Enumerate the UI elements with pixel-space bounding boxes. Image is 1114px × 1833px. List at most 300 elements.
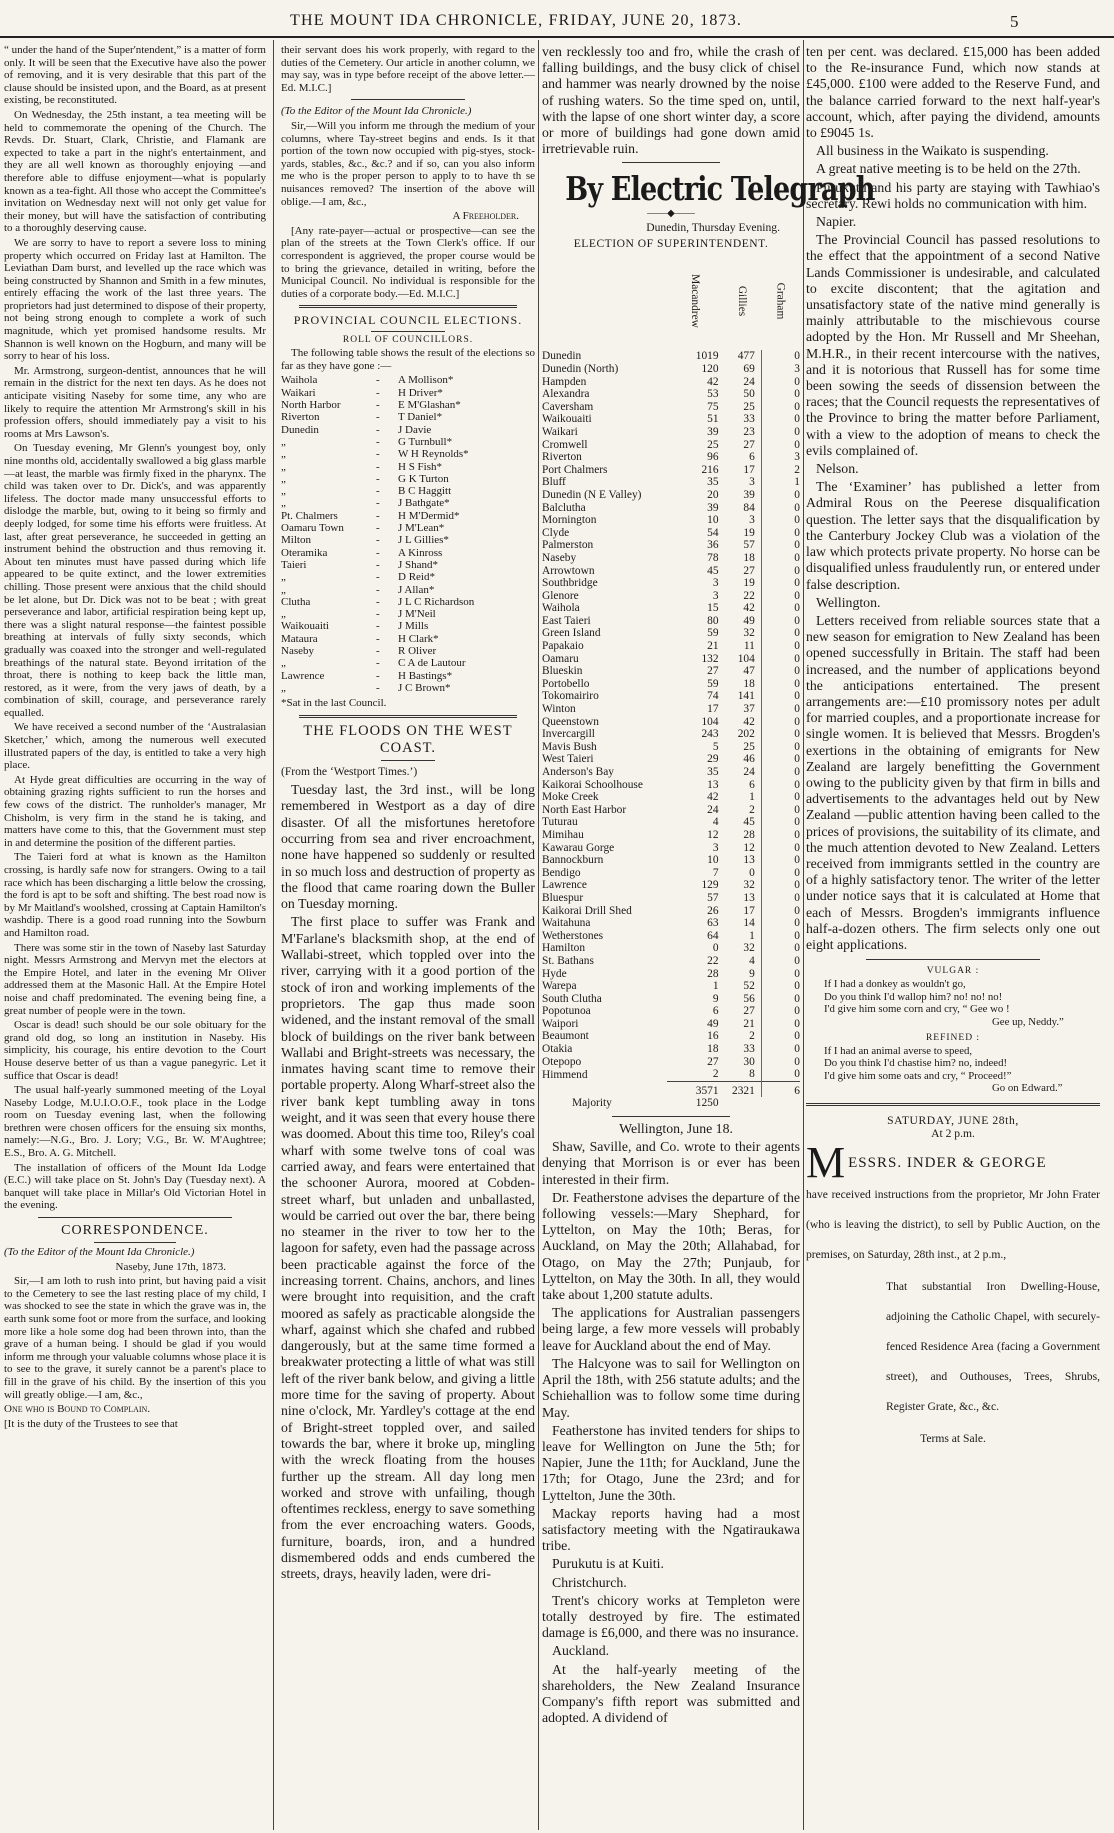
polling-place: Beaumont	[542, 1030, 589, 1043]
dateline: Auckland.	[552, 1643, 610, 1659]
councillor-row	[281, 436, 535, 448]
votes-gillies: 37	[743, 703, 755, 716]
result-row	[542, 678, 800, 691]
telegraph-paragraph: The ‘Examiner’ has published a letter from Admiral Rous on the Peerese disqualification question. The letter says that the disqualification by the Canterbury Jockey Club was a violation of the law which protects private property. No horse can be disqualified unless fraudulently run, or entered under false description.	[806, 479, 1100, 592]
district-cell: Naseby	[281, 645, 314, 657]
votes-macandrew: 25	[707, 438, 719, 451]
votes-graham: 0	[761, 1068, 800, 1081]
councillor-name: J M'Lean*	[398, 522, 445, 535]
councillor-row	[281, 522, 535, 534]
councillor-row	[281, 620, 535, 632]
polling-place: Papakaio	[542, 640, 584, 653]
councillor-name: H Bastings*	[398, 669, 453, 682]
polling-place: Moke Creek	[542, 791, 599, 804]
votes-macandrew: 4	[712, 816, 719, 829]
polling-place: Otepopo	[542, 1055, 582, 1068]
result-row	[542, 842, 800, 855]
votes-graham: 0	[761, 879, 800, 892]
result-row	[542, 376, 800, 389]
election-results-table	[542, 252, 800, 1110]
votes-macandrew: 59	[707, 627, 719, 640]
votes-gillies: 25	[743, 400, 755, 413]
votes-macandrew: 18	[707, 1043, 719, 1056]
result-row	[542, 703, 800, 716]
votes-gillies: 47	[743, 665, 755, 678]
telegraph-paragraph: Letters received from reliable sources state that a new season for emigration to New Zealand has been opened successfully in Britain. The staff had been increased, and the number of applications beyond the anticipations entertained. The present arrangements are:—£10 promissory notes per adult for married couples, and a proportionate increase for single women. It is believed that Messrs. Brogden's exertions in the obtaining of emigrants for New Zealand are largely benefitting the Government owing to the publicity given by that firm in bills and advertisements to the advantages held out by New Zealand —public attention having been called to the prices of provisions, the suitability of its climate, and the much attention devoted to New Zealand. Letters received from immigrants settled in the country are of a highly satisfactory tenor. The writer of the letter under notice says that it is calculated at Home that each of Messrs. Brogden's immigrants influence half-a-dozen others. The firm selects only one out eight applications.	[806, 612, 1100, 952]
votes-gillies: 0	[749, 866, 755, 879]
result-row	[542, 413, 800, 426]
dash-cell: -	[376, 448, 380, 461]
verse-block	[824, 978, 1100, 1028]
result-row	[542, 640, 800, 653]
councillor-name: H M'Dermid*	[398, 509, 460, 522]
result-row	[542, 829, 800, 842]
column-4	[806, 44, 1100, 1824]
district-cell: Waikari	[281, 386, 316, 399]
article-paragraph: The installation of officers of the Mount Ida Lodge (E.C.) will take place on St. John's Day (Tuesday next). A banquet will take place in Millar's Old Victorian Hotel in the evening.	[4, 1161, 266, 1212]
district-cell: „	[281, 681, 286, 694]
councillor-row	[281, 497, 535, 509]
drop-cap: M	[806, 1137, 847, 1187]
result-row	[542, 514, 800, 527]
councillor-row	[281, 411, 535, 423]
polling-place: Anderson's Bay	[542, 766, 614, 779]
polling-place: Dunedin	[542, 350, 582, 363]
column-1	[4, 44, 266, 1824]
polling-place: Kaikorai Schoolhouse	[542, 778, 643, 791]
telegraph-paragraph: Purukutu is at Kuiti.	[552, 1556, 664, 1572]
result-row	[542, 388, 800, 401]
telegraph-paragraph: All business in the Waikato is suspending.	[816, 143, 1049, 159]
votes-graham: 0	[761, 854, 800, 867]
editor-note: [Any rate-payer—actual or prospective—can see the plan of the streets at the Town Clerk's office. If our correspondent is aggrieved, the proper course would be to bring the grievance, detailed in writing, before the Municipal Council. No individual is responsible for the duties of a corporate body.—Ed. M.I.C.]	[281, 224, 535, 300]
result-row	[542, 955, 800, 968]
dash-cell: -	[376, 558, 380, 571]
votes-graham: 0	[761, 867, 800, 880]
result-row	[542, 867, 800, 880]
votes-gillies: 17	[743, 904, 755, 917]
councillor-name: C A de Lautour	[398, 657, 466, 670]
votes-graham: 0	[761, 615, 800, 628]
section-heading: CORRESPONDENCE.	[61, 1223, 209, 1239]
telegraph-paragraph: A great native meeting is to be held on the 27th.	[816, 161, 1081, 177]
votes-macandrew: 35	[707, 766, 719, 779]
result-row	[542, 879, 800, 892]
votes-graham: 0	[761, 993, 800, 1006]
result-row	[542, 502, 800, 515]
votes-macandrew: 13	[707, 778, 719, 791]
telegraph-paragraph: ten per cent. was declared. £15,000 has been added to the Re-insurance Fund, which now stands at £45,000. £100 were added to the Reserve Fund, and the balance carried forward to the next half-year's account, which, after paying the dividend, amounts to £9045 1s.	[806, 44, 1100, 141]
votes-gillies: 32	[743, 879, 755, 892]
verse-line: Gee up, Neddy.”	[992, 1015, 1064, 1028]
polling-place: Himmend	[542, 1068, 588, 1081]
section-rule	[612, 1116, 730, 1117]
dash-cell: -	[376, 595, 380, 608]
votes-gillies: 69	[743, 363, 755, 376]
votes-gillies: 3	[749, 514, 755, 527]
polling-place: Waikari	[542, 425, 578, 438]
dash-cell: -	[376, 632, 380, 645]
editor-note: [It is the duty of the Trustees to see that	[4, 1417, 178, 1430]
article-paragraph: On Wednesday, the 25th instant, a tea meeting will be held to commemorate the opening of the Church. The Revds. Dr. Stuart, Clark, Christie, and Flamank are expected to take a part in the night's entertainment, and they are all well known as thoroughly enjoying —and therefore able to diffuse enjoyment—what is popularly known as a tea-fight. All those who accept the Committee's invitation on Wednesday next will not only get value for their money, but will have the satisfaction of contributing to a thoroughly deserving cause.	[4, 108, 266, 235]
votes-graham: 0	[761, 905, 800, 918]
auction-lot: That substantial Iron Dwelling-House, adjoining the Catholic Chapel, with securely-fenced Residence Area (facing a Government street), and Outhouses, Trees, Shrubs, Register Grate, &c., &c.	[886, 1279, 1100, 1413]
table-footnote: *Sat in the last Council.	[281, 697, 387, 710]
candidate-header	[723, 252, 762, 350]
result-row	[542, 779, 800, 792]
polling-place: St. Bathans	[542, 954, 594, 967]
dash-cell: -	[376, 374, 380, 387]
dash-cell: -	[376, 681, 380, 694]
votes-gillies: 27	[743, 564, 755, 577]
votes-gillies: 104	[737, 652, 755, 665]
dash-cell: -	[376, 522, 380, 535]
candidate-header	[761, 252, 800, 350]
dateline: Wellington, June 18.	[619, 1121, 733, 1137]
votes-gillies: 2	[749, 803, 755, 816]
votes-graham: 0	[761, 703, 800, 716]
dateline: Christchurch.	[552, 1574, 627, 1590]
result-row	[542, 917, 800, 930]
votes-graham: 0	[761, 779, 800, 792]
votes-gillies: 42	[743, 715, 755, 728]
councillor-name: J Bathgate*	[398, 497, 450, 510]
polling-place: Waipori	[542, 1017, 579, 1030]
votes-macandrew: 2	[712, 1068, 719, 1081]
district-cell: Waikouaiti	[281, 620, 329, 633]
votes-graham: 0	[761, 565, 800, 578]
votes-macandrew: 15	[707, 602, 719, 615]
sale-time: At 2 p.m.	[931, 1126, 975, 1140]
dash-cell: -	[376, 435, 380, 448]
councillor-name: H Clark*	[398, 632, 439, 645]
telegraph-paragraph: Featherstone has invited tenders for ships to leave for Wellington on June the 5th; for Napier, June the 11th; for Auckland, June the 17th; for Otago, June the 23rd; and for Lyttelton, June the 30th.	[542, 1422, 800, 1503]
votes-graham: 0	[761, 439, 800, 452]
votes-gillies: 18	[743, 551, 755, 564]
votes-gillies: 141	[737, 690, 755, 703]
polling-place: Waikouaiti	[542, 413, 592, 426]
dash-cell: -	[376, 411, 380, 424]
district-cell: Waihola	[281, 374, 318, 387]
votes-gillies: 24	[743, 766, 755, 779]
councillor-row	[281, 657, 535, 669]
votes-graham: 0	[761, 577, 800, 590]
result-row	[542, 716, 800, 729]
district-cell: North Harbor	[281, 399, 341, 412]
votes-gillies: 4	[749, 954, 755, 967]
polling-place: Riverton	[542, 451, 582, 464]
polling-place: Bannockburn	[542, 854, 604, 867]
votes-graham: 0	[761, 942, 800, 955]
polling-place: Dunedin (N E Valley)	[542, 488, 642, 501]
votes-macandrew: 57	[707, 891, 719, 904]
result-row	[542, 539, 800, 552]
votes-macandrew: 120	[701, 363, 719, 376]
votes-gillies: 2	[749, 1030, 755, 1043]
votes-macandrew: 3	[712, 577, 719, 590]
votes-macandrew: 59	[707, 677, 719, 690]
result-row	[542, 665, 800, 678]
votes-graham: 0	[761, 917, 800, 930]
votes-macandrew: 36	[707, 539, 719, 552]
polling-place: Palmerston	[542, 539, 594, 552]
councillor-row	[281, 399, 535, 411]
dateline: Napier.	[816, 214, 857, 230]
votes-macandrew: 51	[707, 413, 719, 426]
councillor-name: A Kinross	[398, 546, 443, 559]
letter-signature: A Freeholder.	[452, 210, 519, 223]
dash-cell: -	[376, 608, 380, 621]
votes-graham: 0	[761, 413, 800, 426]
votes-macandrew: 74	[707, 690, 719, 703]
result-row	[542, 1056, 800, 1069]
votes-graham: 0	[761, 1018, 800, 1031]
section-rule	[866, 959, 1040, 960]
councillor-row	[281, 596, 535, 608]
dash-cell: -	[376, 657, 380, 670]
polling-place: Tokomairiro	[542, 690, 599, 703]
councillor-row	[281, 374, 535, 386]
polling-place: Bluff	[542, 476, 566, 489]
polling-place: Kawarau Gorge	[542, 841, 615, 854]
votes-graham: 0	[761, 690, 800, 703]
telegraph-paragraph: Mackay reports having had a most satisfactory meeting with the Ngatiraukawa tribe.	[542, 1505, 800, 1554]
telegraph-paragraph: Trent's chicory works at Templeton were totally destroyed by fire. The estimated damage is £6,000, and there was no insurance.	[542, 1592, 800, 1641]
verse-line: I'd give him some corn and cry, “ Gee wo !	[824, 1003, 1010, 1016]
result-row	[542, 527, 800, 540]
votes-graham: 0	[761, 401, 800, 414]
votes-macandrew: 3	[712, 589, 719, 602]
candidate-name: Graham	[774, 283, 787, 320]
councillor-name: A Mollison*	[398, 374, 454, 387]
dash-cell: -	[376, 472, 380, 485]
votes-gillies: 27	[743, 1005, 755, 1018]
result-row	[542, 451, 800, 464]
sub-heading: ROLL OF COUNCILLORS.	[342, 335, 474, 346]
votes-graham: 2	[761, 464, 800, 477]
votes-graham: 0	[761, 502, 800, 515]
votes-graham: 0	[761, 376, 800, 389]
result-row	[542, 968, 800, 981]
column-2	[281, 44, 535, 1824]
polling-place: Glenore	[542, 589, 579, 602]
majority-label: Majority	[572, 1097, 612, 1110]
verse-heading: VULGAR :	[926, 966, 980, 977]
verse-block	[824, 1045, 1100, 1095]
votes-gillies: 56	[743, 992, 755, 1005]
votes-graham: 0	[761, 829, 800, 842]
polling-place: Portobello	[542, 677, 590, 690]
verse-line: If I had an animal averse to speed,	[824, 1044, 973, 1057]
section-rule	[371, 331, 445, 332]
votes-gillies: 57	[743, 539, 755, 552]
district-cell: Oamaru Town	[281, 522, 344, 535]
votes-gillies: 84	[743, 501, 755, 514]
votes-macandrew: 39	[707, 425, 719, 438]
dash-cell: -	[376, 583, 380, 596]
votes-gillies: 32	[743, 942, 755, 955]
votes-gillies: 39	[743, 488, 755, 501]
result-row	[542, 363, 800, 376]
votes-macandrew: 0	[712, 942, 719, 955]
district-cell: Dunedin	[281, 423, 319, 436]
polling-place: Mavis Bush	[542, 740, 597, 753]
article-paragraph: At Hyde great difficulties are occurring in the way of obtaining grazing rights sufficient to run the horses and few cows of the district. The runholder's manager, Mr Chisholm, is very firm in the stand he is taking, and matters have come to this, that the Government must step in and determine the position of the different parties.	[4, 773, 266, 849]
letter-body: Sir,—Will you inform me through the medium of your columns, where Tay-street begins and ends. Is it that portion of the town now occupied with pig-styes, stock-yards, stables, &c., &c.? and if so, can you also inform me who is the proper person to apply to to have th se nuisances removed? The insertion of the above will oblige.—I am, &c.,	[281, 119, 535, 208]
votes-gillies: 1	[749, 791, 755, 804]
votes-macandrew: 12	[707, 828, 719, 841]
dateline: Dunedin, Thursday Evening.	[646, 221, 780, 235]
article-source: (From the ‘Westport Times.’)	[281, 764, 418, 778]
article-paragraph: “ under the hand of the Super'ntendent,” is a matter of form only. It will be seen that the Executive have also the power of removing, and it is very desirable that this part of the clause should be insisted upon, and the Board, as at present existing, be reconstituted.	[4, 44, 266, 107]
votes-graham: 0	[761, 816, 800, 829]
votes-gillies: 33	[743, 413, 755, 426]
polling-place: Tuturau	[542, 816, 578, 829]
district-cell: „	[281, 583, 286, 596]
article-paragraph: On Tuesday evening, Mr Glenn's youngest boy, only nine months old, accidentally swallowed a big glass marble—at least, the marble was firmly fixed in the pharynx. The child was taken over to Dr. Dick's, and was apparently lifeless. The doctor made many unsuccessful efforts to dislodge the marble, but, owing to it being so firmly and deeply lodged, for some time his efforts were fruitless. At last, after great perseverance, he succeeded in getting an instrument behind the obstruction and thus removing it. About ten minutes must have passed during which life appeared to be quite extinct, and the lower extremities chilling. Those present were anxious that the child should be let alone, but Dr. Dick was not to be beat ; with great perseverance and labor, artificial respiration being kept up, there was a slight natural response—the faintest possible breathing at intervals of fully sixty seconds, which gradually was coaxed into the stronger and well-regulated breathings of the natural state. Beyond irritation of the throat, there is nothing to keep back the little man, restored, as it were, from the very jaws of death, by a combination of skill, courage, and perseverance rarely equalled.	[4, 442, 266, 719]
votes-macandrew: 42	[707, 791, 719, 804]
votes-graham: 0	[761, 1043, 800, 1056]
result-row	[542, 741, 800, 754]
votes-macandrew: 24	[707, 803, 719, 816]
votes-graham: 0	[761, 741, 800, 754]
votes-macandrew: 28	[707, 967, 719, 980]
section-heading: PROVINCIAL COUNCIL ELECTIONS.	[293, 313, 523, 328]
polling-place: Cromwell	[542, 438, 588, 451]
votes-macandrew: 35	[707, 476, 719, 489]
votes-gillies: 42	[743, 602, 755, 615]
column-divider	[538, 40, 539, 1830]
result-row	[542, 753, 800, 766]
councillor-name: W H Reynolds*	[398, 448, 469, 461]
votes-gillies: 477	[737, 350, 755, 363]
councillor-row	[281, 559, 535, 571]
councillor-row	[281, 534, 535, 546]
result-row	[542, 627, 800, 640]
candidate-name: Macandrew	[688, 274, 701, 329]
councillor-row	[281, 473, 535, 485]
councillor-row	[281, 424, 535, 436]
dash-cell: -	[376, 485, 380, 498]
votes-macandrew: 3	[712, 841, 719, 854]
polling-place: Alexandra	[542, 388, 590, 401]
votes-graham: 3	[761, 451, 800, 464]
article-paragraph: We are sorry to have to report a severe loss to mining property which occurred on Friday last at Hamilton. The Leviathan Dam burst, and levelled up the race which was being constructed by Shannon and Smith in a few minutes, entirely effacing the work of the last three years. The proprietors had just determined to dispose of their property, not being strong enough to complete a work of such magnitude, which yet promised handsome results. Mr Shannon is well known on the Hogburn, and many will be sorry to hear of his loss.	[4, 236, 266, 363]
article-paragraph: We have received a second number of the ‘Australasian Sketcher,’ which, among the numerous well executed illustrated papers of the day, is entitled to take a very high place.	[4, 721, 266, 772]
polling-place: Caversham	[542, 400, 594, 413]
votes-graham: 0	[761, 627, 800, 640]
polling-place: Arrowtown	[542, 564, 595, 577]
result-row	[542, 577, 800, 590]
councillor-row	[281, 682, 535, 694]
editor-address: (To the Editor of the Mount Ida Chronicle.)	[281, 105, 472, 118]
polling-place: Queenstown	[542, 715, 599, 728]
votes-gillies: 27	[743, 438, 755, 451]
votes-macandrew: 7	[712, 866, 719, 879]
district-cell: Mataura	[281, 632, 318, 645]
votes-gillies: 21	[743, 1017, 755, 1030]
councillor-name: J L C Richardson	[398, 595, 475, 608]
section-rule	[622, 162, 720, 163]
votes-macandrew: 132	[701, 652, 719, 665]
votes-macandrew: 104	[701, 715, 719, 728]
result-row	[542, 464, 800, 477]
district-cell: Riverton	[281, 411, 320, 424]
total-macandrew: 3571	[667, 1081, 723, 1097]
councillor-row	[281, 510, 535, 522]
votes-macandrew: 49	[707, 1017, 719, 1030]
dateline: Nelson.	[816, 461, 859, 477]
votes-macandrew: 216	[701, 463, 719, 476]
district-cell: Clutha	[281, 595, 311, 608]
dash-cell: -	[376, 423, 380, 436]
result-row	[542, 1005, 800, 1018]
dash-cell: -	[376, 669, 380, 682]
verse-heading: REFINED :	[925, 1032, 981, 1043]
votes-gillies: 23	[743, 425, 755, 438]
dash-cell: -	[376, 620, 380, 633]
polling-place: Waitahuna	[542, 917, 591, 930]
votes-graham: 1	[761, 476, 800, 489]
votes-graham: 0	[761, 842, 800, 855]
article-paragraph: Tuesday last, the 3rd inst., will be long remembered in Westport as a day of dire disaster. Of all the misfortunes heretofore occurring from sea and river encroachment, none have happened so suddenly or resulted in so much loss and destruction of property as the flood that came roaring down the Buller on Tuesday morning.	[281, 782, 535, 912]
result-row	[542, 476, 800, 489]
councillor-row	[281, 547, 535, 559]
telegraph-paragraph: At the half-yearly meeting of the shareholders, the New Zealand Insurance Company's fifth report was submitted and adopted. A dividend of	[542, 1661, 800, 1726]
column-divider	[273, 40, 274, 1830]
article-paragraph: ven recklessly too and fro, while the crash of falling buildings, and the busy click of chisel and hammer was nearly drowned by the noise of rushing waters. So the time sped on, until, with the lapse of one short winter day, a score or more of buildings had gone down amid irretrievable ruin.	[542, 44, 800, 157]
polling-place: Hyde	[542, 967, 567, 980]
polling-place: Dunedin (North)	[542, 363, 619, 376]
councillor-row	[281, 571, 535, 583]
polling-place: Popotunoa	[542, 1005, 591, 1018]
councillors-table	[281, 374, 535, 694]
result-row	[542, 993, 800, 1006]
votes-graham: 0	[761, 1056, 800, 1069]
result-row	[542, 565, 800, 578]
votes-graham: 0	[761, 804, 800, 817]
votes-macandrew: 22	[707, 954, 719, 967]
verse-line: If I had a donkey as wouldn't go,	[824, 978, 966, 991]
total-gillies: 2321	[723, 1081, 762, 1097]
masthead-title: THE MOUNT IDA CHRONICLE, FRIDAY, JUNE 20, 1873.	[290, 12, 743, 29]
polling-place: Otakia	[542, 1043, 573, 1056]
result-row	[542, 905, 800, 918]
councillor-row	[281, 387, 535, 399]
votes-macandrew: 129	[701, 879, 719, 892]
result-row	[542, 426, 800, 439]
district-cell: Milton	[281, 534, 311, 547]
polling-place: Hampden	[542, 375, 587, 388]
dash-cell: -	[376, 509, 380, 522]
result-row	[542, 489, 800, 502]
polling-place: Winton	[542, 703, 576, 716]
polling-place: Bendigo	[542, 866, 581, 879]
sub-heading: ELECTION OF SUPERINTENDENT.	[573, 237, 769, 251]
result-row	[542, 590, 800, 603]
votes-macandrew: 96	[707, 451, 719, 464]
votes-macandrew: 45	[707, 564, 719, 577]
polling-place: Port Chalmers	[542, 463, 608, 476]
result-row	[542, 930, 800, 943]
councillor-name: R Oliver	[398, 645, 437, 657]
dash-cell: -	[376, 399, 380, 412]
auction-notice	[806, 1137, 1100, 1454]
votes-graham: 0	[761, 728, 800, 741]
votes-macandrew: 39	[707, 501, 719, 514]
votes-graham: 0	[761, 980, 800, 993]
district-cell: Lawrence	[281, 669, 325, 682]
